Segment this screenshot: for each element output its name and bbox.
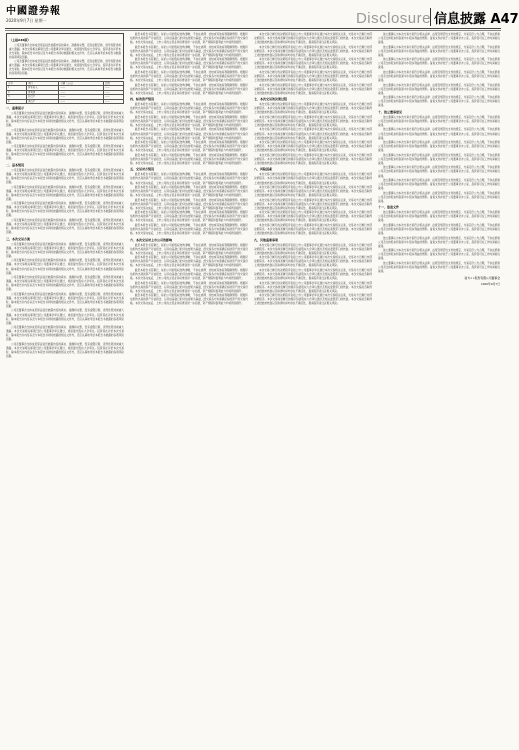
- column-1: [6, 33, 124, 741]
- data-table: [6, 81, 124, 104]
- signature-date: 2020年9月7日: [480, 282, 500, 287]
- table-cell: ——: [103, 99, 123, 103]
- body-paragraph: 独立董事认为本次交易方案符合相关法律、法规及规范性文件的规定，交易定价公允合理，不存在损害公司及全体股东特别是中小股东利益的情形。备查文件存放于公司董事会办公室，投资者可在工作时间前往查阅。: [378, 166, 500, 178]
- column-3: [254, 33, 372, 741]
- body-paragraph: 公司及董事会全体成员保证信息披露内容的真实、准确和完整，没有虚假记载、误导性陈述或重大遗漏。本次交易相关事项已经公司董事会审议通过，尚需提交股东大会审议。投资者在评价本次交易时，除本报告书内容以及与本报告书同时披露的相关文件外，还应认真地考虑本报告书披露的各项风险因素。: [6, 342, 124, 358]
- body-paragraph: 公司及董事会全体成员保证信息披露内容的真实、准确和完整，没有虚假记载、误导性陈述或重大遗漏。本次交易相关事项已经公司董事会审议通过，尚需提交股东大会审议。投资者在评价本次交易时，除本报告书内容以及与本报告书同时披露的相关文件外，还应认真地考虑本报告书披露的各项风险因素。: [6, 202, 124, 218]
- table-cell: ——: [59, 90, 104, 94]
- body-paragraph: 本次交易已履行的决策程序包括上市公司董事会审议通过本次交易相关议案，交易对方已履行内部决策程序。本次交易尚需履行的程序包括股东大会审议通过及相关监管部门的核准。本次交易能否取得上述批准或核准以及取得时间均存在不确定性，提请投资者注意相关风险。: [254, 173, 372, 185]
- body-paragraph: 公司及董事会全体成员保证信息披露内容的真实、准确和完整，没有虚假记载、误导性陈述或重大遗漏。本次交易相关事项已经公司董事会审议通过，尚需提交股东大会审议。投资者在评价本次交易时，除本报告书内容以及与本报告书同时披露的相关文件外，还应认真地考虑本报告书披露的各项风险因素。: [6, 145, 124, 161]
- body-paragraph: 独立董事认为本次交易方案符合相关法律、法规及规范性文件的规定，交易定价公允合理，不存在损害公司及全体股东特别是中小股东利益的情形。备查文件存放于公司董事会办公室，投资者可在工作时间前往查阅。: [378, 236, 500, 248]
- section-heading: 九、其他重要事项: [254, 237, 279, 242]
- body-paragraph: 独立董事认为本次交易方案符合相关法律、法规及规范性文件的规定，交易定价公允合理，不存在损害公司及全体股东特别是中小股东利益的情形。备查文件存放于公司董事会办公室，投资者可在工作时间前往查阅。: [378, 179, 500, 191]
- table-cell: 3: [7, 95, 27, 99]
- table-header-cell: 序号: [7, 81, 27, 85]
- body-paragraph: 独立董事认为本次交易方案符合相关法律、法规及规范性文件的规定，交易定价公允合理，不存在损害公司及全体股东特别是中小股东利益的情形。备查文件存放于公司董事会办公室，投资者可在工作时间前往查阅。: [378, 191, 500, 203]
- body-paragraph: 截至本报告书签署日，标的公司的股权结构清晰，不存在质押、冻结或其他权利限制情形。根据评估机构出具的资产评估报告，以评估基准日的评估结果为基础，经交易各方协商确定标的资产的交易价格。本次交易完成后，上市公司的主营业务将得到进一步拓展，资产规模和盈利能力均将得到提升。: [130, 83, 248, 95]
- masthead: [0, 0, 519, 30]
- section-title-cn: 信息披露 A47: [430, 8, 496, 26]
- body-paragraph: 截至本报告书签署日，标的公司的股权结构清晰，不存在质押、冻结或其他权利限制情形。根据评估机构出具的资产评估报告，以评估基准日的评估结果为基础，经交易各方协商确定标的资产的交易价格。本次交易完成后，上市公司的主营业务将得到进一步拓展，资产规模和盈利能力均将得到提升。: [130, 33, 248, 45]
- table-cell: 2: [7, 90, 27, 94]
- body-paragraph: 截至本报告书签署日，标的公司的股权结构清晰，不存在质押、冻结或其他权利限制情形。根据评估机构出具的资产评估报告，以评估基准日的评估结果为基础，经交易各方协商确定标的资产的交易价格。本次交易完成后，上市公司的主营业务将得到进一步拓展，资产规模和盈利能力均将得到提升。: [130, 198, 248, 210]
- table-cell: 4: [7, 99, 27, 103]
- body-paragraph: 独立董事认为本次交易方案符合相关法律、法规及规范性文件的规定，交易定价公允合理，不存在损害公司及全体股东特别是中小股东利益的情形。备查文件存放于公司董事会办公室，投资者可在工作时间前往查阅。: [378, 211, 500, 223]
- body-paragraph: 公司及董事会全体成员保证信息披露内容的真实、准确和完整，没有虚假记载、误导性陈述或重大遗漏。本次交易相关事项已经公司董事会审议通过，尚需提交股东大会审议。投资者在评价本次交易时，除本报告书内容以及与本报告书同时披露的相关文件外，还应认真地考虑本报告书披露的各项风险因素。: [6, 276, 124, 292]
- newspaper-logo: 中國證券報: [6, 6, 61, 17]
- notice-box: [6, 33, 124, 79]
- body-paragraph: 独立董事认为本次交易方案符合相关法律、法规及规范性文件的规定，交易定价公允合理，不存在损害公司及全体股东特别是中小股东利益的情形。备查文件存放于公司董事会办公室，投资者可在工作时间前往查阅。: [378, 45, 500, 57]
- section-title-en: Disclosure: [355, 10, 431, 27]
- body-paragraph: 公司及董事会全体成员保证信息披露内容的真实、准确和完整，没有虚假记载、误导性陈述或重大遗漏。本次交易相关事项已经公司董事会审议通过，尚需提交股东大会审议。投资者在评价本次交易时，除本报告书内容以及与本报告书同时披露的相关文件外，还应认真地考虑本报告书披露的各项风险因素。: [6, 259, 124, 275]
- table-cell: 净利润: [27, 90, 59, 94]
- body-paragraph: 截至本报告书签署日，标的公司的股权结构清晰，不存在质押、冻结或其他权利限制情形。根据评估机构出具的资产评估报告，以评估基准日的评估结果为基础，经交易各方协商确定标的资产的交易价格。本次交易完成后，上市公司的主营业务将得到进一步拓展，资产规模和盈利能力均将得到提升。: [130, 128, 248, 140]
- body-paragraph: 独立董事认为本次交易方案符合相关法律、法规及规范性文件的规定，交易定价公允合理，不存在损害公司及全体股东特别是中小股东利益的情形。备查文件存放于公司董事会办公室，投资者可在工作时间前往查阅。: [378, 128, 500, 140]
- body-paragraph: 本次交易已履行的决策程序包括上市公司董事会审议通过本次交易相关议案，交易对方已履行内部决策程序。本次交易尚需履行的程序包括股东大会审议通过及相关监管部门的核准。本次交易能否取得上述批准或核准以及取得时间均存在不确定性，提请投资者注意相关风险。: [254, 198, 372, 210]
- section-heading: 十一、备查文件: [378, 205, 400, 210]
- table-header-cell: 比例: [103, 81, 123, 85]
- header-rule-thin: [5, 30, 501, 31]
- body-paragraph: 本次交易已履行的决策程序包括上市公司董事会审议通过本次交易相关议案，交易对方已履行内部决策程序。本次交易尚需履行的程序包括股东大会审议通过及相关监管部门的核准。本次交易能否取得上述批准或核准以及取得时间均存在不确定性，提请投资者注意相关风险。: [254, 45, 372, 57]
- section-heading: 六、本次交易对上市公司的影响: [130, 237, 173, 242]
- body-paragraph: 本次交易已履行的决策程序包括上市公司董事会审议通过本次交易相关议案，交易对方已履行内部决策程序。本次交易尚需履行的程序包括股东大会审议通过及相关监管部门的核准。本次交易能否取得上述批准或核准以及取得时间均存在不确定性，提请投资者注意相关风险。: [254, 268, 372, 280]
- body-paragraph: 公司及董事会全体成员保证信息披露内容的真实、准确和完整，没有虚假记载、误导性陈述或重大遗漏。本次交易相关事项已经公司董事会审议通过，尚需提交股东大会审议。投资者在评价本次交易时，除本报告书内容以及与本报告书同时披露的相关文件外，还应认真地考虑本报告书披露的各项风险因素。: [9, 43, 121, 59]
- section-heading: 三、本次交易方案: [6, 236, 31, 241]
- body-paragraph: 独立董事认为本次交易方案符合相关法律、法规及规范性文件的规定，交易定价公允合理，不存在损害公司及全体股东特别是中小股东利益的情形。备查文件存放于公司董事会办公室，投资者可在工作时间前往查阅。: [378, 58, 500, 70]
- body-paragraph: 公司及董事会全体成员保证信息披露内容的真实、准确和完整，没有虚假记载、误导性陈述或重大遗漏。本次交易相关事项已经公司董事会审议通过，尚需提交股东大会审议。投资者在评价本次交易时，除本报告书内容以及与本报告书同时披露的相关文件外，还应认真地考虑本报告书披露的各项风险因素。: [9, 60, 121, 76]
- column-2: [130, 33, 248, 741]
- body-paragraph: 本次交易已履行的决策程序包括上市公司董事会审议通过本次交易相关议案，交易对方已履行内部决策程序。本次交易尚需履行的程序包括股东大会审议通过及相关监管部门的核准。本次交易能否取得上述批准或核准以及取得时间均存在不确定性，提请投资者注意相关风险。: [254, 58, 372, 70]
- body-paragraph: 独立董事认为本次交易方案符合相关法律、法规及规范性文件的规定，交易定价公允合理，不存在损害公司及全体股东特别是中小股东利益的情形。备查文件存放于公司董事会办公室，投资者可在工作时间前往查阅。: [378, 249, 500, 261]
- body-paragraph: 截至本报告书签署日，标的公司的股权结构清晰，不存在质押、冻结或其他权利限制情形。根据评估机构出具的资产评估报告，以评估基准日的评估结果为基础，经交易各方协商确定标的资产的交易价格。本次交易完成后，上市公司的主营业务将得到进一步拓展，资产规模和盈利能力均将得到提升。: [130, 45, 248, 57]
- body-paragraph: 本次交易已履行的决策程序包括上市公司董事会审议通过本次交易相关议案，交易对方已履行内部决策程序。本次交易尚需履行的程序包括股东大会审议通过及相关监管部门的核准。本次交易能否取得上述批准或核准以及取得时间均存在不确定性，提请投资者注意相关风险。: [254, 153, 372, 165]
- body-paragraph: 截至本报告书签署日，标的公司的股权结构清晰，不存在质押、冻结或其他权利限制情形。根据评估机构出具的资产评估报告，以评估基准日的评估结果为基础，经交易各方协商确定标的资产的交易价格。本次交易完成后，上市公司的主营业务将得到进一步拓展，资产规模和盈利能力均将得到提升。: [130, 294, 248, 306]
- body-paragraph: 截至本报告书签署日，标的公司的股权结构清晰，不存在质押、冻结或其他权利限制情形。根据评估机构出具的资产评估报告，以评估基准日的评估结果为基础，经交易各方协商确定标的资产的交易价格。本次交易完成后，上市公司的主营业务将得到进一步拓展，资产规模和盈利能力均将得到提升。: [130, 153, 248, 165]
- body-paragraph: 截至本报告书签署日，标的公司的股权结构清晰，不存在质押、冻结或其他权利限制情形。根据评估机构出具的资产评估报告，以评估基准日的评估结果为基础，经交易各方协商确定标的资产的交易价格。本次交易完成后，上市公司的主营业务将得到进一步拓展，资产规模和盈利能力均将得到提升。: [130, 141, 248, 153]
- signature-company: 南方××股份有限公司董事会: [464, 276, 500, 281]
- table-cell: ——: [59, 95, 104, 99]
- body-paragraph: 本次交易已履行的决策程序包括上市公司董事会审议通过本次交易相关议案，交易对方已履行内部决策程序。本次交易尚需履行的程序包括股东大会审议通过及相关监管部门的核准。本次交易能否取得上述批准或核准以及取得时间均存在不确定性，提请投资者注意相关风险。: [254, 294, 372, 306]
- body-paragraph: 截至本报告书签署日，标的公司的股权结构清晰，不存在质押、冻结或其他权利限制情形。根据评估机构出具的资产评估报告，以评估基准日的评估结果为基础，经交易各方协商确定标的资产的交易价格。本次交易完成后，上市公司的主营业务将得到进一步拓展，资产规模和盈利能力均将得到提升。: [130, 173, 248, 185]
- section-heading: 十、独立董事意见: [378, 109, 403, 114]
- body-paragraph: 独立董事认为本次交易方案符合相关法律、法规及规范性文件的规定，交易定价公允合理，不存在损害公司及全体股东特别是中小股东利益的情形。备查文件存放于公司董事会办公室，投资者可在工作时间前往查阅。: [378, 115, 500, 127]
- body-paragraph: 截至本报告书签署日，标的公司的股权结构清晰，不存在质押、冻结或其他权利限制情形。根据评估机构出具的资产评估报告，以评估基准日的评估结果为基础，经交易各方协商确定标的资产的交易价格。本次交易完成后，上市公司的主营业务将得到进一步拓展，资产规模和盈利能力均将得到提升。: [130, 281, 248, 293]
- section-heading: 二、基本情况: [6, 162, 25, 167]
- body-paragraph: 截至本报告书签署日，标的公司的股权结构清晰，不存在质押、冻结或其他权利限制情形。根据评估机构出具的资产评估报告，以评估基准日的评估结果为基础，经交易各方协商确定标的资产的交易价格。本次交易完成后，上市公司的主营业务将得到进一步拓展，资产规模和盈利能力均将得到提升。: [130, 211, 248, 223]
- body-paragraph: 公司及董事会全体成员保证信息披露内容的真实、准确和完整，没有虚假记载、误导性陈述或重大遗漏。本次交易相关事项已经公司董事会审议通过，尚需提交股东大会审议。投资者在评价本次交易时，除本报告书内容以及与本报告书同时披露的相关文件外，还应认真地考虑本报告书披露的各项风险因素。: [6, 292, 124, 308]
- section-heading: 一、重要提示: [6, 105, 25, 110]
- table-cell: ——: [103, 90, 123, 94]
- intro-note: （上接A46版）: [9, 37, 31, 42]
- body-paragraph: 截至本报告书签署日，标的公司的股权结构清晰，不存在质押、冻结或其他权利限制情形。根据评估机构出具的资产评估报告，以评估基准日的评估结果为基础，经交易各方协商确定标的资产的交易价格。本次交易完成后，上市公司的主营业务将得到进一步拓展，资产规模和盈利能力均将得到提升。: [130, 115, 248, 127]
- body-paragraph: 公司及董事会全体成员保证信息披露内容的真实、准确和完整，没有虚假记载、误导性陈述或重大遗漏。本次交易相关事项已经公司董事会审议通过，尚需提交股东大会审议。投资者在评价本次交易时，除本报告书内容以及与本报告书同时披露的相关文件外，还应认真地考虑本报告书披露的各项风险因素。: [6, 168, 124, 185]
- body-paragraph: 独立董事认为本次交易方案符合相关法律、法规及规范性文件的规定，交易定价公允合理，不存在损害公司及全体股东特别是中小股东利益的情形。备查文件存放于公司董事会办公室，投资者可在工作时间前往查阅。: [378, 83, 500, 95]
- table-cell: 营业收入: [27, 86, 59, 90]
- body-paragraph: 独立董事认为本次交易方案符合相关法律、法规及规范性文件的规定，交易定价公允合理，不存在损害公司及全体股东特别是中小股东利益的情形。备查文件存放于公司董事会办公室，投资者可在工作时间前往查阅。: [378, 70, 500, 83]
- body-paragraph: 截至本报告书签署日，标的公司的股权结构清晰，不存在质押、冻结或其他权利限制情形。根据评估机构出具的资产评估报告，以评估基准日的评估结果为基础，经交易各方协商确定标的资产的交易价格。本次交易完成后，上市公司的主营业务将得到进一步拓展，资产规模和盈利能力均将得到提升。: [130, 268, 248, 280]
- section-heading: 四、标的资产情况: [130, 97, 155, 102]
- body-paragraph: 本次交易已履行的决策程序包括上市公司董事会审议通过本次交易相关议案，交易对方已履行内部决策程序。本次交易尚需履行的程序包括股东大会审议通过及相关监管部门的核准。本次交易能否取得上述批准或核准以及取得时间均存在不确定性，提请投资者注意相关风险。: [254, 70, 372, 83]
- body-paragraph: 公司及董事会全体成员保证信息披露内容的真实、准确和完整，没有虚假记载、误导性陈述或重大遗漏。本次交易相关事项已经公司董事会审议通过，尚需提交股东大会审议。投资者在评价本次交易时，除本报告书内容以及与本报告书同时披露的相关文件外，还应认真地考虑本报告书披露的各项风险因素。: [6, 111, 124, 128]
- table-row: [7, 99, 124, 103]
- table-cell: ——: [59, 86, 104, 90]
- column-4: [378, 33, 500, 741]
- body-paragraph: 独立董事认为本次交易方案符合相关法律、法规及规范性文件的规定，交易定价公允合理，不存在损害公司及全体股东特别是中小股东利益的情形。备查文件存放于公司董事会办公室，投资者可在工作时间前往查阅。: [378, 261, 500, 273]
- body-paragraph: 公司及董事会全体成员保证信息披露内容的真实、准确和完整，没有虚假记载、误导性陈述或重大遗漏。本次交易相关事项已经公司董事会审议通过，尚需提交股东大会审议。投资者在评价本次交易时，除本报告书内容以及与本报告书同时披露的相关文件外，还应认真地考虑本报告书披露的各项风险因素。: [6, 185, 124, 201]
- dateline: 2020年9月7日 星期一: [6, 18, 47, 23]
- body-paragraph: 公司及董事会全体成员保证信息披露内容的真实、准确和完整，没有虚假记载、误导性陈述或重大遗漏。本次交易相关事项已经公司董事会审议通过，尚需提交股东大会审议。投资者在评价本次交易时，除本报告书内容以及与本报告书同时披露的相关文件外，还应认真地考虑本报告书披露的各项风险因素。: [6, 219, 124, 235]
- body-paragraph: 截至本报告书签署日，标的公司的股权结构清晰，不存在质押、冻结或其他权利限制情形。根据评估机构出具的资产评估报告，以评估基准日的评估结果为基础，经交易各方协商确定标的资产的交易价格。本次交易完成后，上市公司的主营业务将得到进一步拓展，资产规模和盈利能力均将得到提升。: [130, 103, 248, 115]
- table-cell: ——: [59, 99, 104, 103]
- section-heading: 八、风险因素: [254, 167, 273, 172]
- table-header-cell: 金额（万元）: [59, 81, 104, 85]
- body-paragraph: 独立董事认为本次交易方案符合相关法律、法规及规范性文件的规定，交易定价公允合理，不存在损害公司及全体股东特别是中小股东利益的情形。备查文件存放于公司董事会办公室，投资者可在工作时间前往查阅。: [378, 223, 500, 236]
- body-paragraph: 本次交易已履行的决策程序包括上市公司董事会审议通过本次交易相关议案，交易对方已履行内部决策程序。本次交易尚需履行的程序包括股东大会审议通过及相关监管部门的核准。本次交易能否取得上述批准或核准以及取得时间均存在不确定性，提请投资者注意相关风险。: [254, 115, 372, 127]
- table-header-cell: 项目: [27, 81, 59, 85]
- body-paragraph: 截至本报告书签署日，标的公司的股权结构清晰，不存在质押、冻结或其他权利限制情形。根据评估机构出具的资产评估报告，以评估基准日的评估结果为基础，经交易各方协商确定标的资产的交易价格。本次交易完成后，上市公司的主营业务将得到进一步拓展，资产规模和盈利能力均将得到提升。: [130, 58, 248, 70]
- section-heading: 七、本次交易的决策过程: [254, 97, 288, 102]
- body-paragraph: 独立董事认为本次交易方案符合相关法律、法规及规范性文件的规定，交易定价公允合理，不存在损害公司及全体股东特别是中小股东利益的情形。备查文件存放于公司董事会办公室，投资者可在工作时间前往查阅。: [378, 33, 500, 45]
- body-paragraph: 本次交易已履行的决策程序包括上市公司董事会审议通过本次交易相关议案，交易对方已履行内部决策程序。本次交易尚需履行的程序包括股东大会审议通过及相关监管部门的核准。本次交易能否取得上述批准或核准以及取得时间均存在不确定性，提请投资者注意相关风险。: [254, 186, 372, 198]
- body-paragraph: 本次交易已履行的决策程序包括上市公司董事会审议通过本次交易相关议案，交易对方已履行内部决策程序。本次交易尚需履行的程序包括股东大会审议通过及相关监管部门的核准。本次交易能否取得上述批准或核准以及取得时间均存在不确定性，提请投资者注意相关风险。: [254, 103, 372, 115]
- body-paragraph: 独立董事认为本次交易方案符合相关法律、法规及规范性文件的规定，交易定价公允合理，不存在损害公司及全体股东特别是中小股东利益的情形。备查文件存放于公司董事会办公室，投资者可在工作时间前往查阅。: [378, 141, 500, 153]
- body-paragraph: 公司及董事会全体成员保证信息披露内容的真实、准确和完整，没有虚假记载、误导性陈述或重大遗漏。本次交易相关事项已经公司董事会审议通过，尚需提交股东大会审议。投资者在评价本次交易时，除本报告书内容以及与本报告书同时披露的相关文件外，还应认真地考虑本报告书披露的各项风险因素。: [6, 128, 124, 144]
- header-rule: [5, 28, 501, 29]
- body-paragraph: 本次交易已履行的决策程序包括上市公司董事会审议通过本次交易相关议案，交易对方已履行内部决策程序。本次交易尚需履行的程序包括股东大会审议通过及相关监管部门的核准。本次交易能否取得上述批准或核准以及取得时间均存在不确定性，提请投资者注意相关风险。: [254, 243, 372, 255]
- body-paragraph: 本次交易已履行的决策程序包括上市公司董事会审议通过本次交易相关议案，交易对方已履行内部决策程序。本次交易尚需履行的程序包括股东大会审议通过及相关监管部门的核准。本次交易能否取得上述批准或核准以及取得时间均存在不确定性，提请投资者注意相关风险。: [254, 256, 372, 268]
- body-paragraph: 截至本报告书签署日，标的公司的股权结构清晰，不存在质押、冻结或其他权利限制情形。根据评估机构出具的资产评估报告，以评估基准日的评估结果为基础，经交易各方协商确定标的资产的交易价格。本次交易完成后，上市公司的主营业务将得到进一步拓展，资产规模和盈利能力均将得到提升。: [130, 223, 248, 236]
- body-paragraph: 本次交易已履行的决策程序包括上市公司董事会审议通过本次交易相关议案，交易对方已履行内部决策程序。本次交易尚需履行的程序包括股东大会审议通过及相关监管部门的核准。本次交易能否取得上述批准或核准以及取得时间均存在不确定性，提请投资者注意相关风险。: [254, 211, 372, 223]
- section-heading: 五、交易对方情况: [130, 167, 155, 172]
- body-paragraph: 截至本报告书签署日，标的公司的股权结构清晰，不存在质押、冻结或其他权利限制情形。根据评估机构出具的资产评估报告，以评估基准日的评估结果为基础，经交易各方协商确定标的资产的交易价格。本次交易完成后，上市公司的主营业务将得到进一步拓展，资产规模和盈利能力均将得到提升。: [130, 186, 248, 198]
- table-cell: 总资产: [27, 95, 59, 99]
- table-cell: ——: [103, 86, 123, 90]
- body-paragraph: 截至本报告书签署日，标的公司的股权结构清晰，不存在质押、冻结或其他权利限制情形。根据评估机构出具的资产评估报告，以评估基准日的评估结果为基础，经交易各方协商确定标的资产的交易价格。本次交易完成后，上市公司的主营业务将得到进一步拓展，资产规模和盈利能力均将得到提升。: [130, 256, 248, 268]
- body-paragraph: 截至本报告书签署日，标的公司的股权结构清晰，不存在质押、冻结或其他权利限制情形。根据评估机构出具的资产评估报告，以评估基准日的评估结果为基础，经交易各方协商确定标的资产的交易价格。本次交易完成后，上市公司的主营业务将得到进一步拓展，资产规模和盈利能力均将得到提升。: [130, 70, 248, 83]
- body-paragraph: 截至本报告书签署日，标的公司的股权结构清晰，不存在质押、冻结或其他权利限制情形。根据评估机构出具的资产评估报告，以评估基准日的评估结果为基础，经交易各方协商确定标的资产的交易价格。本次交易完成后，上市公司的主营业务将得到进一步拓展，资产规模和盈利能力均将得到提升。: [130, 243, 248, 255]
- table-cell: 净资产: [27, 99, 59, 103]
- body-paragraph: 公司及董事会全体成员保证信息披露内容的真实、准确和完整，没有虚假记载、误导性陈述或重大遗漏。本次交易相关事项已经公司董事会审议通过，尚需提交股东大会审议。投资者在评价本次交易时，除本报告书内容以及与本报告书同时披露的相关文件外，还应认真地考虑本报告书披露的各项风险因素。: [6, 326, 124, 342]
- body-paragraph: 本次交易已履行的决策程序包括上市公司董事会审议通过本次交易相关议案，交易对方已履行内部决策程序。本次交易尚需履行的程序包括股东大会审议通过及相关监管部门的核准。本次交易能否取得上述批准或核准以及取得时间均存在不确定性，提请投资者注意相关风险。: [254, 141, 372, 153]
- body-paragraph: 公司及董事会全体成员保证信息披露内容的真实、准确和完整，没有虚假记载、误导性陈述或重大遗漏。本次交易相关事项已经公司董事会审议通过，尚需提交股东大会审议。投资者在评价本次交易时，除本报告书内容以及与本报告书同时披露的相关文件外，还应认真地考虑本报告书披露的各项风险因素。: [6, 309, 124, 325]
- body-paragraph: 本次交易已履行的决策程序包括上市公司董事会审议通过本次交易相关议案，交易对方已履行内部决策程序。本次交易尚需履行的程序包括股东大会审议通过及相关监管部门的核准。本次交易能否取得上述批准或核准以及取得时间均存在不确定性，提请投资者注意相关风险。: [254, 128, 372, 140]
- body-paragraph: 本次交易已履行的决策程序包括上市公司董事会审议通过本次交易相关议案，交易对方已履行内部决策程序。本次交易尚需履行的程序包括股东大会审议通过及相关监管部门的核准。本次交易能否取得上述批准或核准以及取得时间均存在不确定性，提请投资者注意相关风险。: [254, 33, 372, 45]
- table-cell: ——: [103, 95, 123, 99]
- body-paragraph: 独立董事认为本次交易方案符合相关法律、法规及规范性文件的规定，交易定价公允合理，不存在损害公司及全体股东特别是中小股东利益的情形。备查文件存放于公司董事会办公室，投资者可在工作时间前往查阅。: [378, 96, 500, 108]
- body-paragraph: 独立董事认为本次交易方案符合相关法律、法规及规范性文件的规定，交易定价公允合理，不存在损害公司及全体股东特别是中小股东利益的情形。备查文件存放于公司董事会办公室，投资者可在工作时间前往查阅。: [378, 153, 500, 165]
- table-cell: 1: [7, 86, 27, 90]
- body-paragraph: 本次交易已履行的决策程序包括上市公司董事会审议通过本次交易相关议案，交易对方已履行内部决策程序。本次交易尚需履行的程序包括股东大会审议通过及相关监管部门的核准。本次交易能否取得上述批准或核准以及取得时间均存在不确定性，提请投资者注意相关风险。: [254, 223, 372, 236]
- body-paragraph: 本次交易已履行的决策程序包括上市公司董事会审议通过本次交易相关议案，交易对方已履行内部决策程序。本次交易尚需履行的程序包括股东大会审议通过及相关监管部门的核准。本次交易能否取得上述批准或核准以及取得时间均存在不确定性，提请投资者注意相关风险。: [254, 83, 372, 95]
- body-paragraph: 本次交易已履行的决策程序包括上市公司董事会审议通过本次交易相关议案，交易对方已履行内部决策程序。本次交易尚需履行的程序包括股东大会审议通过及相关监管部门的核准。本次交易能否取得上述批准或核准以及取得时间均存在不确定性，提请投资者注意相关风险。: [254, 281, 372, 293]
- body-paragraph: 公司及董事会全体成员保证信息披露内容的真实、准确和完整，没有虚假记载、误导性陈述或重大遗漏。本次交易相关事项已经公司董事会审议通过，尚需提交股东大会审议。投资者在评价本次交易时，除本报告书内容以及与本报告书同时披露的相关文件外，还应认真地考虑本报告书披露的各项风险因素。: [6, 242, 124, 258]
